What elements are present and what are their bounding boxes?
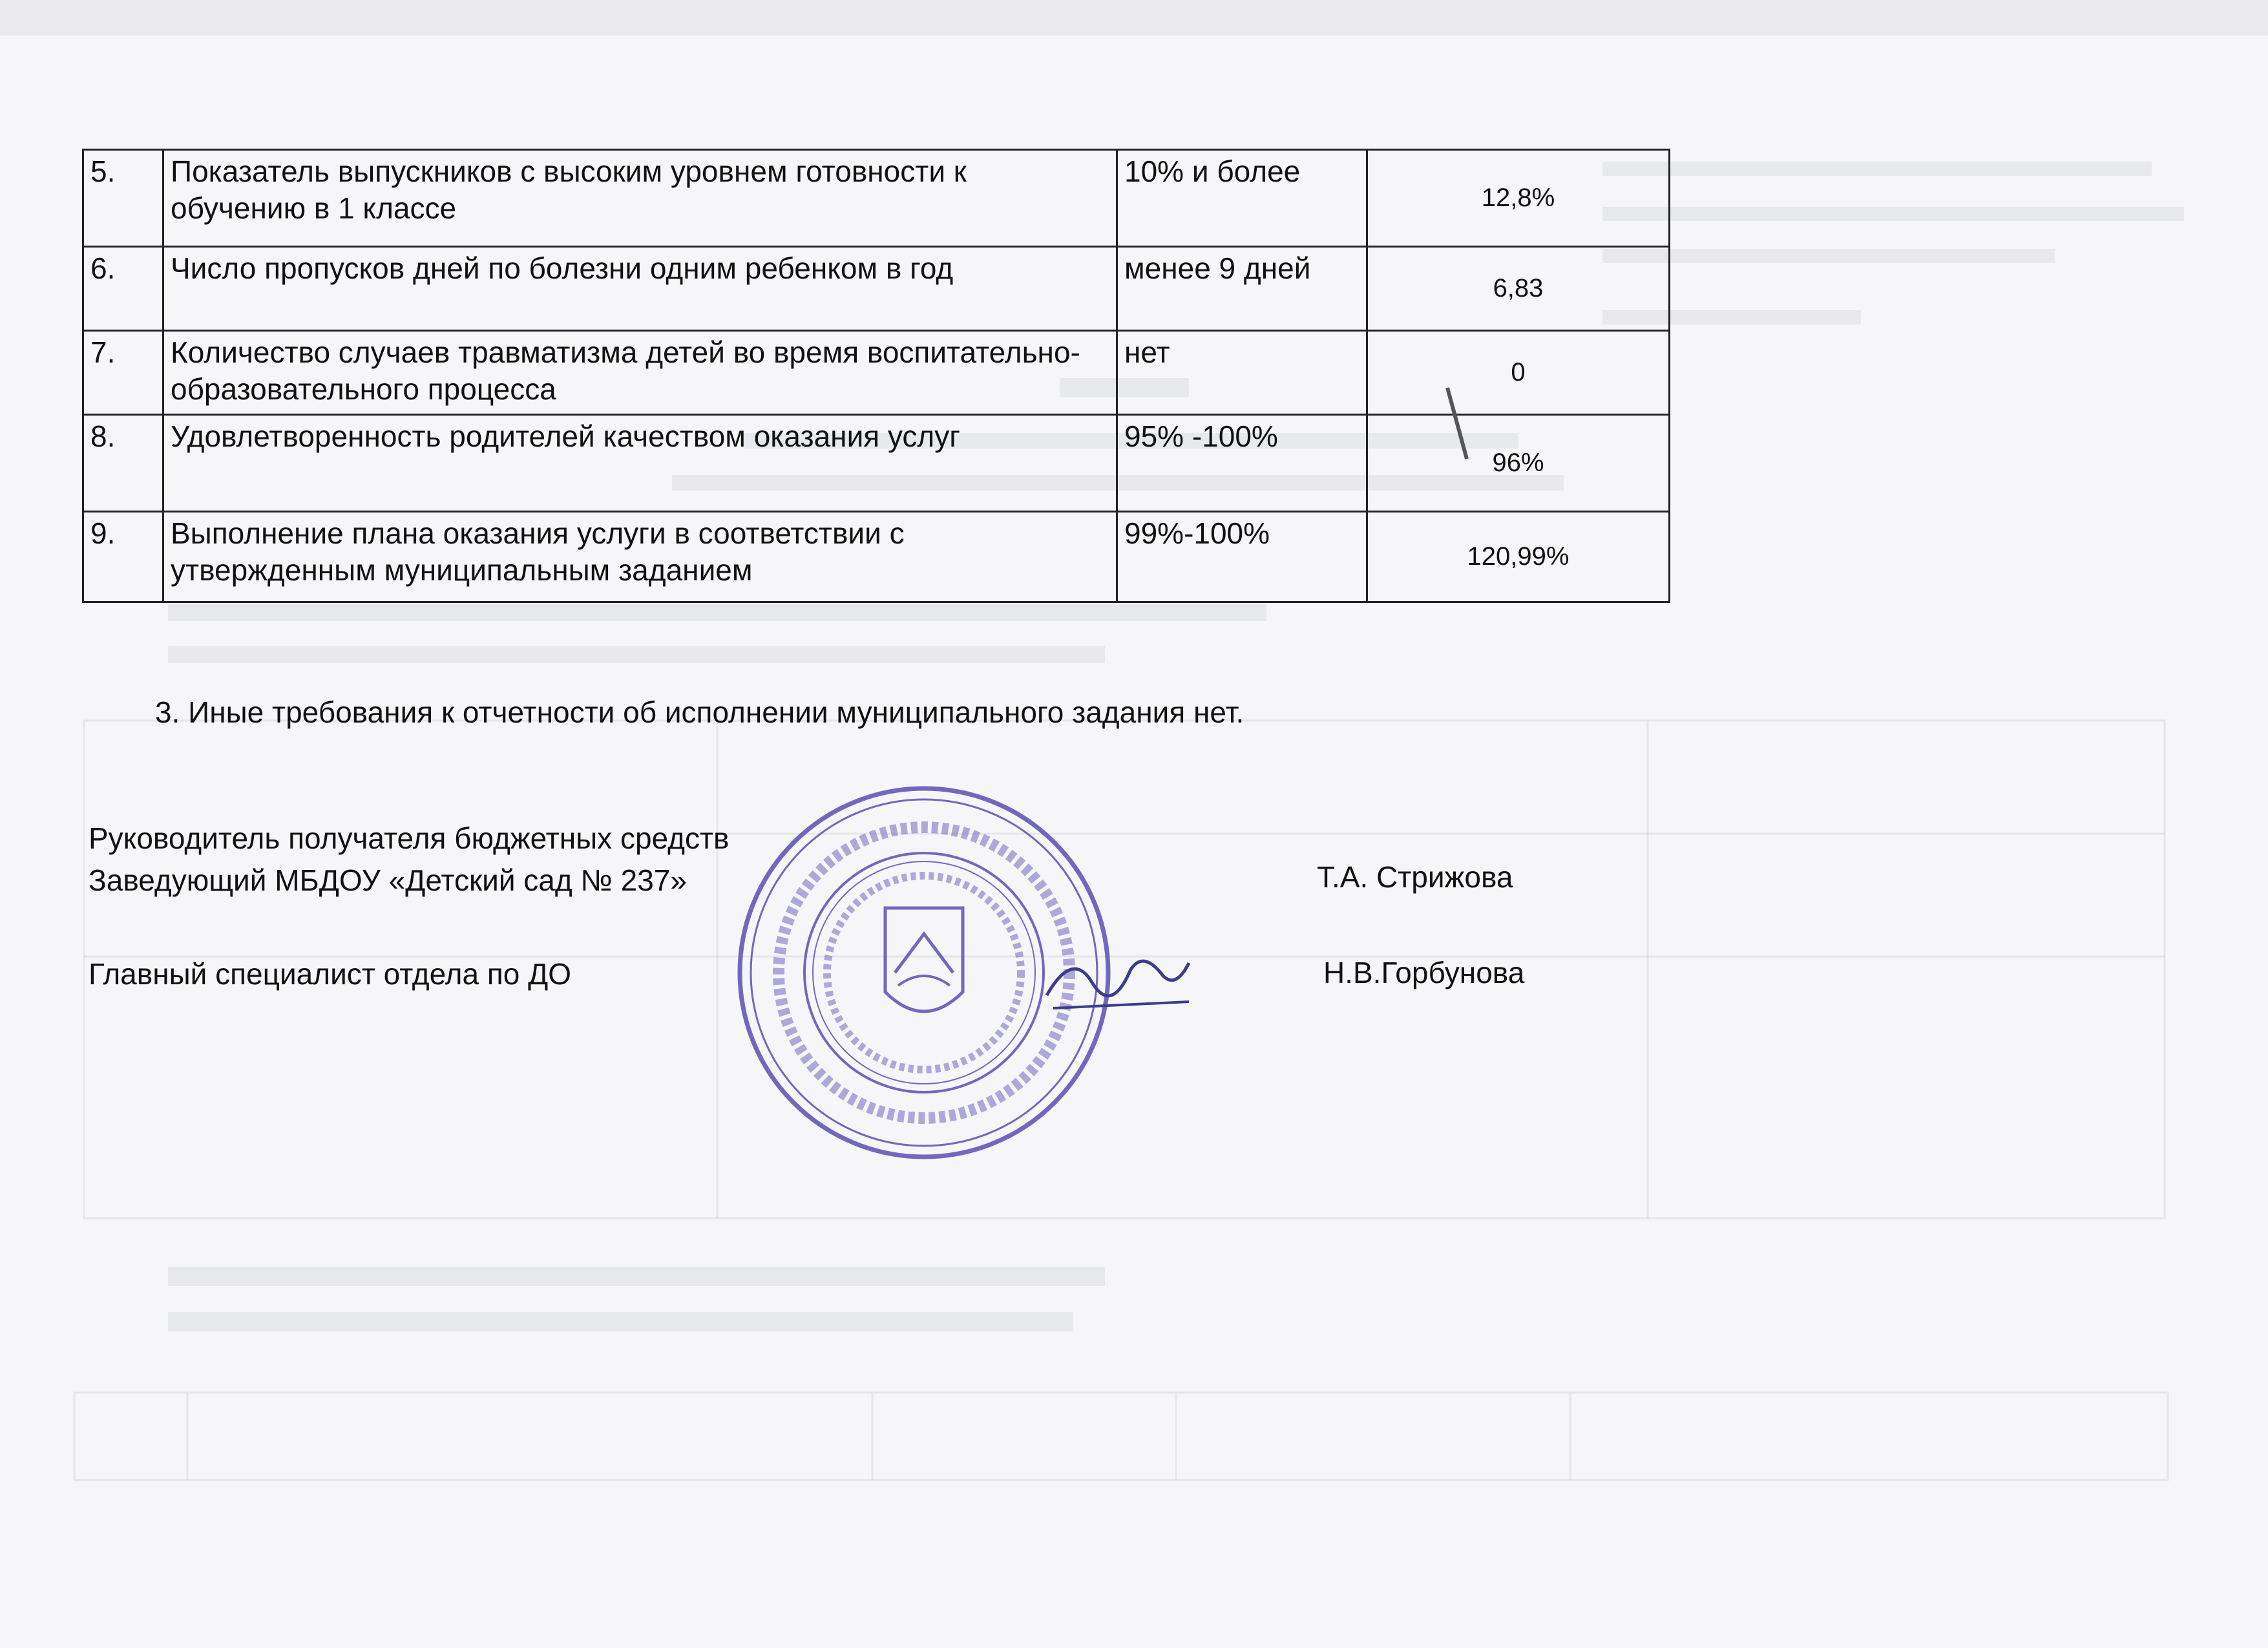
indicator-name: Выполнение плана оказания услуги в соответствии с утвержденным муниципальным заданием bbox=[163, 512, 1117, 602]
head-title-line2: Заведующий МБДОУ «Детский сад № 237» bbox=[89, 863, 687, 897]
indicator-name: Количество случаев травматизма детей во время воспитательно-образовательного процесса bbox=[163, 331, 1117, 415]
actual-value: 6,83 bbox=[1367, 247, 1670, 331]
table-row bbox=[83, 512, 1670, 602]
row-number: 5. bbox=[83, 150, 163, 247]
plan-value: 10% и более bbox=[1117, 150, 1367, 247]
other-requirements-text: 3. Иные требования к отчетности об исполнении муниципального задания нет. bbox=[155, 695, 1244, 729]
row-number: 8. bbox=[83, 415, 163, 512]
plan-value: 99%-100% bbox=[1117, 512, 1367, 602]
actual-value: 12,8% bbox=[1367, 150, 1670, 247]
plan-value: 95% -100% bbox=[1117, 415, 1367, 512]
actual-value: 120,99% bbox=[1367, 512, 1670, 602]
plan-value: нет bbox=[1117, 331, 1367, 415]
table-row bbox=[83, 247, 1670, 331]
row-number: 7. bbox=[83, 331, 163, 415]
specialist-title: Главный специалист отдела по ДО bbox=[89, 957, 572, 991]
actual-value: 96% bbox=[1367, 415, 1670, 512]
row-number: 6. bbox=[83, 247, 163, 331]
table-row bbox=[83, 150, 1670, 247]
signature-scribble bbox=[1034, 924, 1202, 1028]
indicator-name: Удовлетворенность родителей качеством оказания услуг bbox=[163, 415, 1117, 512]
ink-stroke-mark bbox=[1441, 381, 1480, 472]
specialist-name: Н.В.Горбунова bbox=[1323, 956, 1525, 989]
table-row bbox=[83, 331, 1670, 415]
actual-value: 0 bbox=[1367, 331, 1670, 415]
indicator-name: Число пропусков дней по болезни одним ребенком в год bbox=[163, 247, 1117, 331]
plan-value: менее 9 дней bbox=[1117, 247, 1367, 331]
head-title-line1: Руководитель получателя бюджетных средств bbox=[89, 821, 730, 855]
indicators-table bbox=[82, 149, 1670, 603]
table-row bbox=[83, 415, 1670, 512]
indicator-name: Показатель выпускников с высоким уровнем готовности к обучению в 1 классе bbox=[163, 150, 1117, 247]
row-number: 9. bbox=[83, 512, 163, 602]
head-name: Т.А. Стрижова bbox=[1317, 860, 1513, 894]
